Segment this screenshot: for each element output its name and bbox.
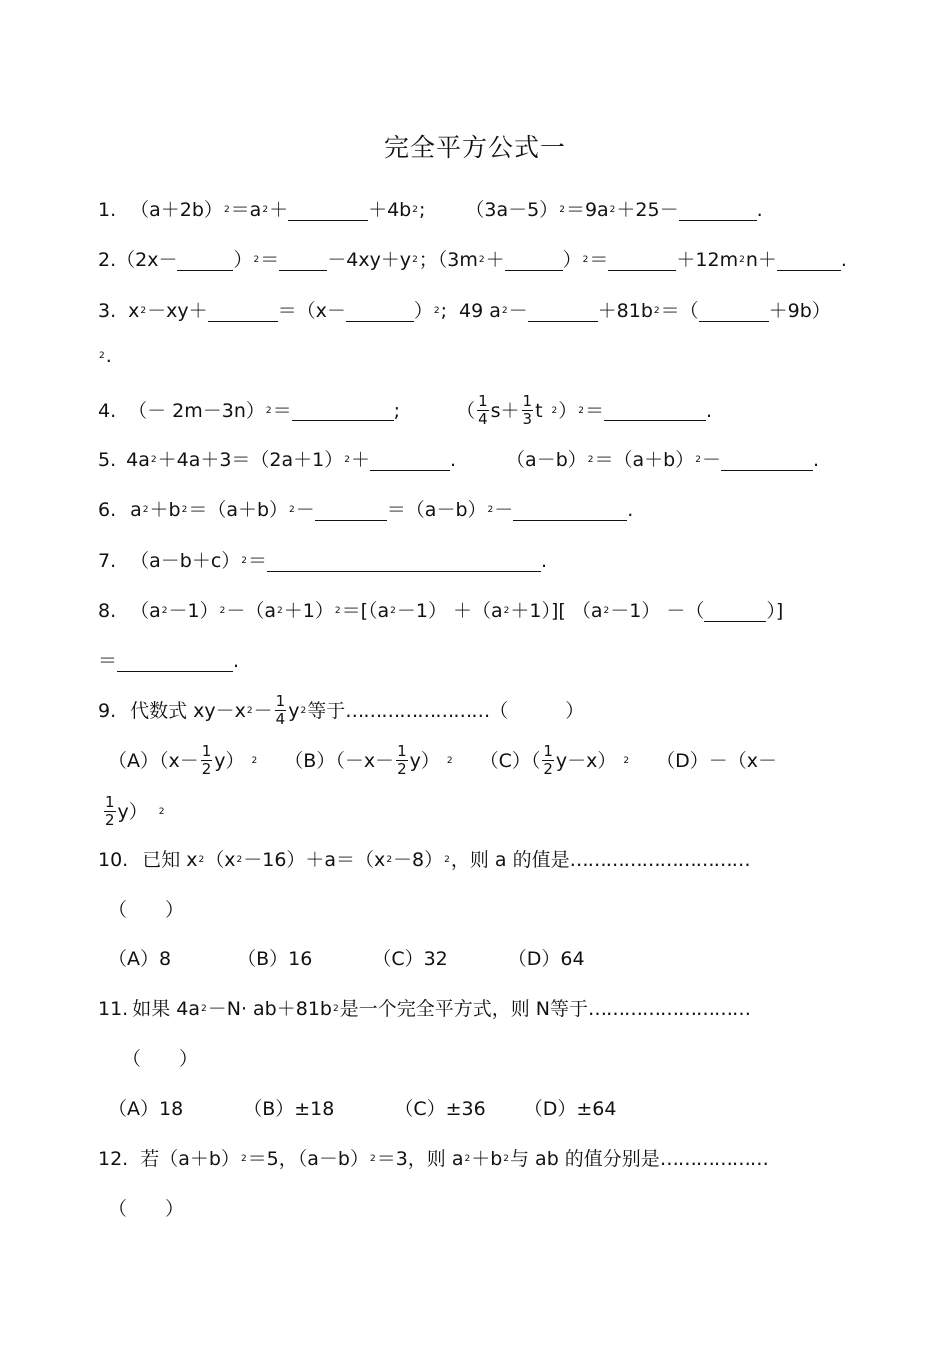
answer-paren[interactable]: （ ） (489, 699, 585, 722)
fraction-one-quarter: $\frac{1}{4}$ (478, 392, 488, 428)
option-b[interactable]: （B）±18 (243, 1098, 335, 1120)
option-d[interactable]: （D）－（x－ (656, 749, 778, 772)
question-7: 7. （a－b＋c） 2 ＝ . (98, 550, 548, 572)
question-11-answer-paren[interactable]: （ ） (122, 1048, 199, 1070)
fraction-one-half: $\frac{1}{2}$ (543, 742, 553, 778)
answer-blank[interactable] (528, 301, 598, 322)
answer-blank[interactable] (704, 601, 766, 622)
question-12: 12. 若（a＋b） 2 ＝5，（a－b） 2 ＝3，则 a 2 ＋b 2 与 ab 的值分别是 ……………… (98, 1148, 768, 1170)
option-c[interactable]: （C）±36 (394, 1098, 486, 1120)
answer-blank[interactable] (370, 450, 450, 471)
question-11-options (108, 1094, 616, 1124)
option-a[interactable]: （A）18 (108, 1098, 184, 1120)
option-d[interactable]: （D）64 (507, 948, 585, 970)
question-8: 8. （a 2 －1） 2 －（a 2 ＋1） 2 ＝[（a 2 －1） ＋（a 2 ＋1）][ （a 2 －1） －（ ）] (98, 600, 784, 622)
answer-blank[interactable] (279, 250, 327, 271)
option-c[interactable]: （C）（ $\frac{1}{2}$ y－x） 2 (479, 742, 630, 778)
answer-blank[interactable] (117, 651, 233, 672)
question-9-options (108, 743, 777, 778)
fraction-one-half: $\frac{1}{2}$ (397, 742, 407, 778)
page-title: 完全平方公式一 (383, 133, 566, 162)
answer-blank[interactable] (505, 250, 563, 271)
answer-blank[interactable] (177, 250, 233, 271)
fraction-one-half: $\frac{1}{2}$ (201, 742, 212, 778)
question-6: 6. a 2 ＋b 2 ＝（a＋b） 2 － ＝（a－b） 2 － . (98, 499, 634, 521)
question-10: 10. 已知 x 2 （x 2 －16）＋a＝（x 2 －8） 2 ，则 a 的值是 ………………………… (98, 849, 750, 871)
answer-blank[interactable] (777, 250, 841, 271)
fraction-one-half: $\frac{1}{2}$ (105, 793, 115, 829)
answer-blank[interactable] (679, 200, 757, 221)
answer-blank[interactable] (288, 200, 368, 221)
question-9-options-continued: $\frac{1}{2}$ y） 2 (105, 793, 165, 829)
question-11: 11. 如果 4a 2 －N· ab＋81b 2 是一个完全平方式，则 N等于 ……………………… (98, 998, 750, 1020)
answer-blank[interactable] (267, 551, 541, 572)
option-a[interactable]: （A）8 (108, 948, 172, 970)
answer-blank[interactable] (208, 301, 278, 322)
question-2: 2.（2x－ ） 2 ＝ －4xy＋y 2 ；（3m 2 ＋ ） 2 ＝ ＋12m 2 n＋ . (98, 249, 847, 271)
question-10-answer-paren[interactable]: （ ） (108, 899, 185, 921)
question-3: 3. x 2 －xy＋ ＝（x－ ） 2 ; 49 a 2 － ＋81b 2 ＝（ ＋9b） (98, 300, 831, 322)
answer-blank[interactable] (315, 500, 387, 521)
question-9: 9. 代数式 xy－x 2 － $\frac{1}{4}$ y 2 等于 …………………… （ ） (98, 692, 585, 728)
option-d[interactable]: （D）±64 (523, 1098, 617, 1120)
answer-blank[interactable] (721, 450, 813, 471)
answer-blank[interactable] (699, 301, 769, 322)
option-a[interactable]: （A）（x－ $\frac{1}{2}$ y） 2 (108, 742, 258, 778)
question-1: 1. （a＋2b） 2 ＝a 2 ＋ ＋4b 2 ; （3a－5） 2 ＝9a 2 ＋25－ . (98, 199, 763, 221)
question-12-answer-paren[interactable]: （ ） (108, 1198, 185, 1220)
question-10-options (108, 944, 585, 974)
option-b[interactable]: （B）（－x－ $\frac{1}{2}$ y） 2 (284, 742, 453, 778)
question-3-continued: 2 . (99, 345, 112, 367)
answer-blank[interactable] (346, 301, 414, 322)
option-b[interactable]: （B）16 (237, 948, 313, 970)
answer-blank[interactable] (604, 400, 706, 421)
question-8-continued: ＝ . (98, 650, 240, 672)
question-5: 5. 4a 2 ＋4a＋3＝（2a＋1） 2 ＋ . （a－b） 2 ＝（a＋b） 2 － . (98, 449, 820, 471)
fraction-one-quarter: $\frac{1}{4}$ (275, 692, 286, 728)
answer-blank[interactable] (292, 400, 394, 421)
answer-blank[interactable] (513, 500, 627, 521)
fraction-one-third: $\frac{1}{3}$ (522, 392, 533, 428)
option-c[interactable]: （C）32 (372, 948, 448, 970)
answer-blank[interactable] (608, 250, 676, 271)
question-4: 4. （－ 2m－3n） 2 ＝ ; （ $\frac{1}{4}$ s＋ $\frac{1}{3}$ t 2 ） 2 ＝ . (98, 392, 713, 428)
